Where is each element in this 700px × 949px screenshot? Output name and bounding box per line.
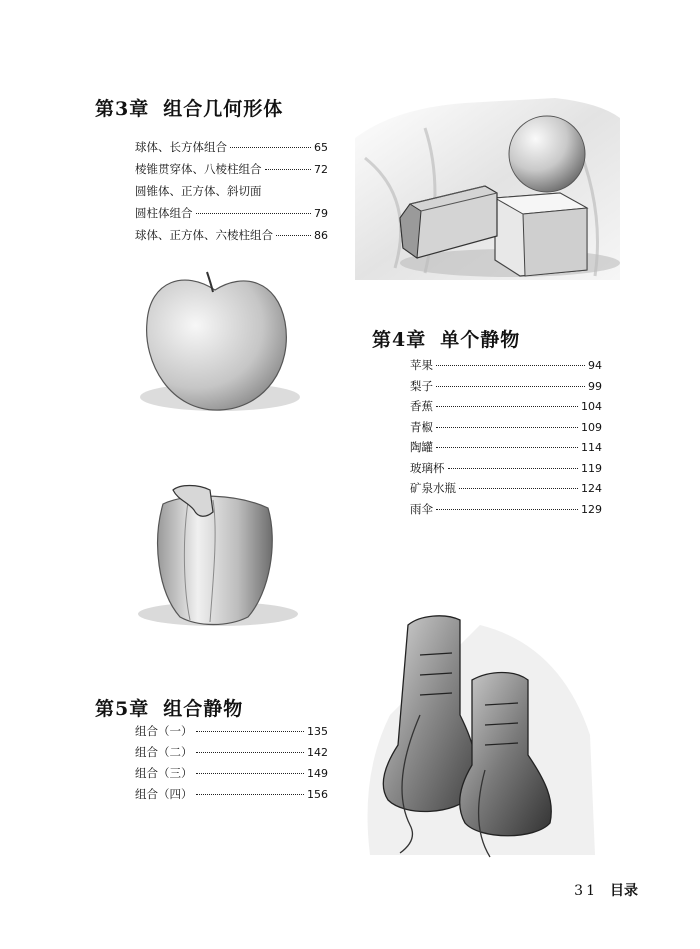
section-name: 目录	[610, 883, 638, 899]
dot-leader	[436, 447, 578, 448]
toc-entry-title: 球体、长方体组合	[135, 140, 227, 154]
toc-entry-title: 棱锥贯穿体、八棱柱组合	[135, 162, 262, 176]
toc-entry-page: 65	[314, 141, 328, 154]
page-number: 31	[574, 883, 598, 899]
chapter-5-heading	[95, 694, 243, 721]
page-footer	[574, 880, 638, 900]
toc-entry-page: 79	[314, 207, 328, 220]
chapter-4-heading	[372, 325, 520, 352]
dot-leader	[436, 509, 578, 510]
toc-entry[interactable]	[135, 161, 328, 183]
toc-entry-page: 149	[307, 767, 328, 780]
toc-entry-page: 142	[307, 746, 328, 759]
toc-entry-title: 玻璃杯	[410, 460, 445, 475]
toc-entry-title: 苹果	[410, 358, 433, 372]
toc-entry[interactable]	[410, 417, 602, 438]
dot-leader	[436, 386, 585, 387]
dot-leader	[196, 752, 305, 753]
toc-entry-title: 球体、正方体、六棱柱组合	[135, 228, 273, 242]
toc-entry[interactable]	[135, 227, 328, 249]
chapter-number: 第5章	[95, 698, 150, 720]
toc-entry[interactable]	[135, 765, 328, 786]
toc-entry-title: 组合（二）	[135, 745, 193, 759]
toc-entry-page: 109	[581, 420, 602, 434]
toc-entry-title: 香蕉	[410, 399, 433, 413]
toc-entry[interactable]	[410, 478, 602, 499]
toc-entry-page: 104	[581, 400, 602, 413]
toc-entry[interactable]	[135, 723, 328, 744]
toc-entry-title: 雨伞	[410, 501, 433, 516]
toc-entry-title: 陶罐	[410, 440, 433, 454]
dot-leader	[436, 406, 578, 407]
dot-leader	[230, 147, 311, 148]
toc-entry[interactable]	[410, 458, 602, 479]
toc-entry[interactable]	[410, 499, 602, 520]
dot-leader	[196, 773, 305, 774]
toc-entry-page: 94	[588, 359, 602, 372]
chapter-title: 组合静物	[163, 698, 244, 720]
toc-entry[interactable]	[135, 205, 328, 227]
chapter-title: 组合几何形体	[163, 98, 284, 120]
toc-entry-page: 72	[314, 163, 328, 176]
chapter-5-toc	[135, 723, 328, 807]
toc-entry-page: 135	[307, 725, 328, 738]
toc-entry[interactable]	[135, 139, 328, 161]
toc-entry-title: 组合（一）	[135, 724, 193, 738]
toc-entry[interactable]	[410, 355, 602, 376]
toc-entry-page: 114	[581, 441, 602, 454]
dot-leader	[276, 235, 311, 236]
dot-leader	[196, 731, 305, 732]
chapter-title: 单个静物	[440, 329, 521, 351]
toc-entry-title: 圆柱体组合	[135, 206, 193, 220]
toc-entry-title: 梨子	[410, 378, 433, 393]
toc-entry-page: 86	[314, 229, 328, 242]
toc-entry-title: 组合（四）	[135, 787, 193, 801]
bell-pepper-sketch	[118, 482, 298, 632]
toc-entry[interactable]	[410, 437, 602, 458]
dot-leader	[459, 488, 578, 489]
chapter-number: 第3章	[95, 98, 150, 120]
toc-entry-page: 129	[581, 502, 602, 516]
toc-entry-page: 119	[581, 461, 602, 475]
toc-entry[interactable]	[135, 786, 328, 807]
dot-leader	[436, 427, 578, 428]
dot-leader	[196, 794, 305, 795]
toc-entry-title: 圆锥体、正方体、斜切面	[135, 184, 262, 198]
toc-entry[interactable]	[135, 183, 328, 205]
dot-leader	[196, 213, 312, 214]
geometric-solids-sketch	[355, 98, 620, 280]
toc-entry-page: 99	[588, 379, 602, 393]
boots-sketch	[360, 595, 600, 860]
toc-entry[interactable]	[135, 744, 328, 765]
chapter-number: 第4章	[372, 329, 427, 351]
toc-entry-title: 矿泉水瓶	[410, 481, 456, 495]
toc-entry-page: 124	[581, 482, 602, 495]
toc-entry[interactable]	[410, 396, 602, 417]
toc-entry-title: 组合（三）	[135, 766, 193, 780]
chapter-4-toc	[410, 355, 602, 519]
apple-sketch	[125, 262, 305, 417]
toc-entry[interactable]	[410, 376, 602, 397]
chapter-3-toc	[135, 139, 328, 249]
toc-entry-page: 156	[307, 788, 328, 801]
dot-leader	[448, 468, 579, 469]
toc-entry-title: 青椒	[410, 419, 433, 434]
dot-leader	[436, 365, 585, 366]
chapter-3-heading	[95, 94, 283, 121]
dot-leader	[265, 169, 312, 170]
